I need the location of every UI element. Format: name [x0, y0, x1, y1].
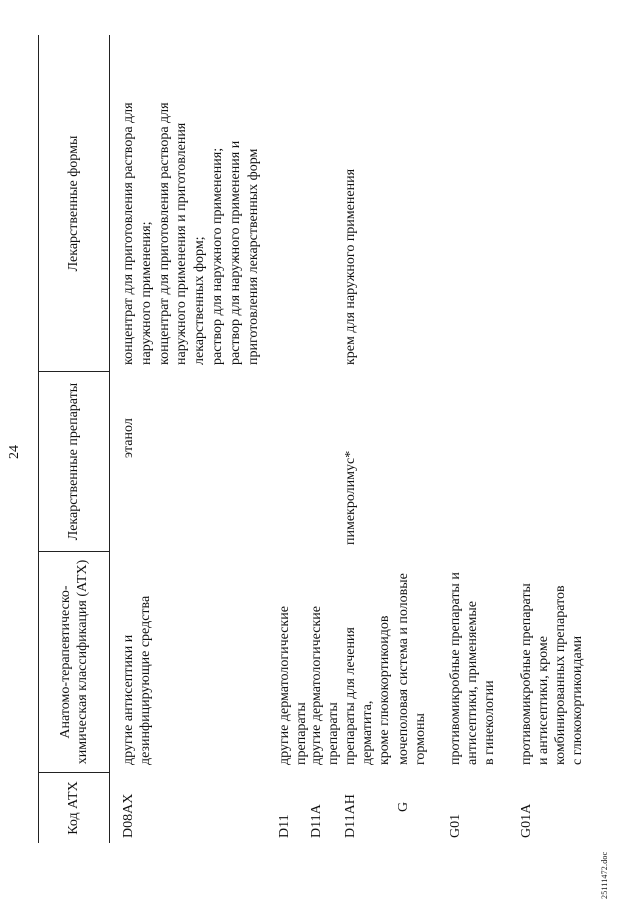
column-divider [38, 551, 109, 552]
header-atc-classification: Анатомо-терапевтическо-химическая классификация (АТХ) [57, 559, 90, 765]
text-line: концентрат для приготовления раствора для [121, 102, 136, 365]
text-line: раствор для наружного применения и [227, 140, 243, 365]
header-atc-code: Код АТХ [66, 781, 81, 835]
text-line: с глюкокортикоидами [570, 635, 585, 765]
table-row-forms [120, 37, 262, 365]
table-row-classification [395, 562, 429, 765]
text-line: антисептики, применяемые [465, 601, 480, 765]
header-dosage-forms: Лекарственные формы [66, 135, 81, 272]
page-number: 24 [7, 445, 22, 459]
text-line: мочеполовая система и половые [396, 573, 411, 765]
text-line: приготовления лекарственных форм [245, 148, 261, 365]
table-row-code: G [396, 801, 411, 812]
table-row-forms: крем для наружного применения [343, 168, 358, 365]
text-line: и антисептики, кроме [536, 636, 551, 765]
table-row-code: D08AX [121, 793, 136, 838]
table-row-code: D11 [277, 814, 292, 838]
table-row-classification [120, 562, 154, 765]
text-line: противомикробные препараты [519, 583, 534, 765]
table-row-classification [447, 562, 498, 765]
text-line: кроме глюкокортикоидов [377, 615, 392, 765]
table-row-code: G01 [448, 813, 463, 838]
text-line: наружного применения; [138, 221, 154, 365]
table-row-code: D11AH [343, 794, 358, 838]
text-line: гормоны [413, 713, 428, 765]
text-line: другие антисептики и [121, 634, 136, 765]
table-row-classification [518, 562, 586, 765]
table-row-drug: пимекролимус* [343, 450, 358, 545]
table-header-border [109, 35, 110, 843]
table-row-drug: этанол [121, 418, 136, 458]
file-name-footer: 25111472.doc [600, 851, 609, 899]
text-line: концентрат для приготовления раствора для [156, 102, 172, 365]
text-line: комбинированных препаратов [553, 585, 568, 765]
text-line: раствор для наружного применения; [209, 147, 225, 365]
table-row-code: G01A [519, 803, 534, 838]
text-line: наружного применения и приготовления [174, 122, 190, 365]
table-row-classification: другие дерматологические препараты [277, 606, 309, 765]
table-row-classification [342, 562, 393, 765]
text-line: препараты для лечения дерматита, [343, 627, 375, 765]
column-divider [38, 371, 109, 372]
text-line: дезинфицирующие средства [138, 595, 153, 765]
text-line: лекарственных форм; [192, 236, 208, 365]
text-line: в гинекологии [482, 680, 497, 765]
table-row-classification: другие дерматологические препараты [309, 606, 341, 765]
header-drugs: Лекарственные препараты [66, 382, 81, 541]
table-row-code: D11A [309, 804, 324, 838]
text-line: противомикробные препараты и [448, 572, 463, 765]
